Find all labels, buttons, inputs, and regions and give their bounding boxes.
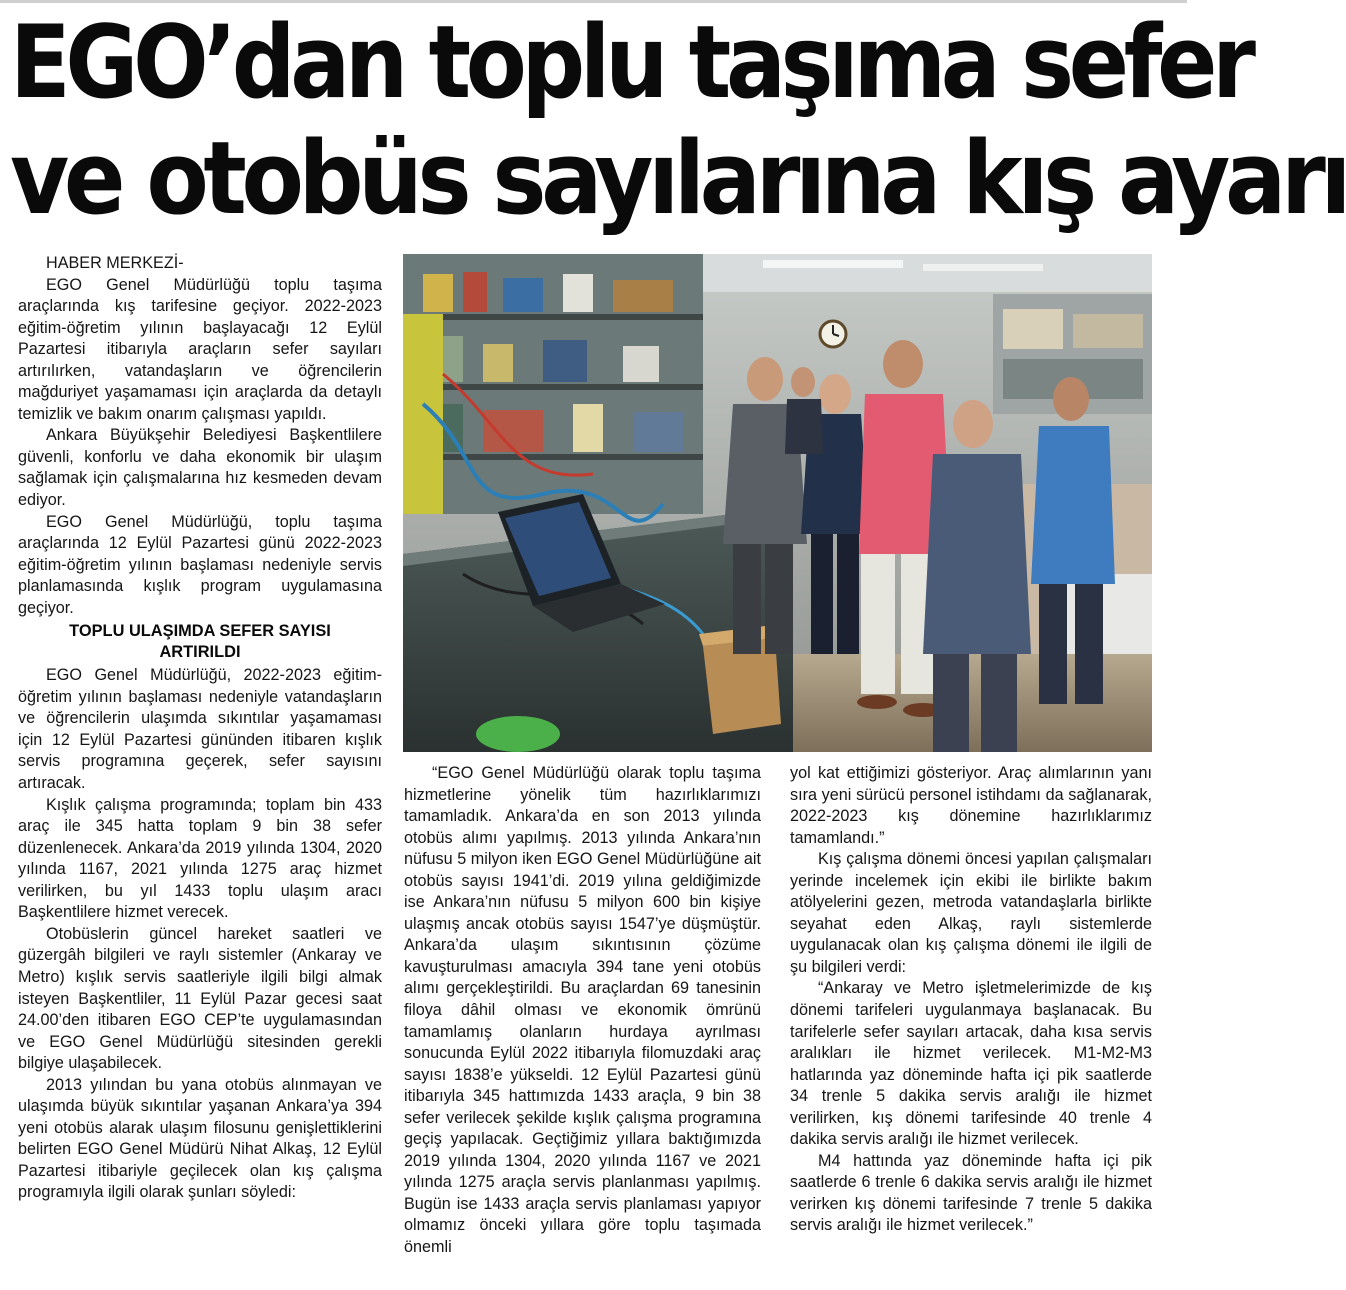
- article-column-2: [404, 763, 761, 1259]
- paragraph: 2013 yılından bu yana otobüs alınmayan ve ulaşımda büyük sıkıntılar yaşanan Ankara’ya 394 yeni otobüs alarak ulaşım filosunu genişlettiklerini belirten EGO Genel Müdürü Nihat Alkaş, 12 Eylül Pazartesi itibariyle geçilecek olan kış çalışma programıyla ilgili olarak şunları söyledi:: [18, 1075, 382, 1202]
- paragraph: “Ankaray ve Metro işletmelerimizde de kış dönemi tarifeleri uygulanmaya başlanacak. Bu tarifelerle sefer sayıları artacak, daha kısa servis aralıkları ile hizmet verilecek. M1-M2-M3 hatlarında yaz döneminde hafta içi pik saatlerde 34 trenle 5 dakika servis aralığı ile hizmet verilirken, kış dönemi tarifesinde 40 trenle 4 dakika servis aralığı ile hizmet verilecek.: [790, 979, 1152, 1149]
- paragraph: yol kat ettiğimizi gösteriyor. Araç alımlarının yanı sıra yeni sürücü personel istihdamı da sağlanarak, 2022-2023 kış dönemine hazırlıklarımız tamamlandı.”: [790, 764, 1152, 847]
- dateline: HABER MERKEZİ-: [46, 254, 184, 272]
- paragraph: EGO Genel Müdürlüğü, 2022-2023 eğitim-öğretim yılının başlaması nedeniyle vatandaşların ve öğrencilerin ulaşımda sıkıntılar yaşamaması için 12 Eylül Pazartesi gününden itibaren kışlık servis programına geçerek, sefer sayısını artıracak.: [18, 666, 382, 793]
- subheading-line-1: TOPLU ULAŞIMDA SEFER SAYISI: [69, 622, 331, 641]
- paragraph: Otobüslerin güncel hareket saatleri ve güzergâh bilgileri ve raylı sistemler (Ankaray ve Metro) kışlık servis saatleriyle ilgili bilgi almak isteyen Başkentliler, 11 Eylül Pazar gecesi saat 24.00’den itibaren EGO CEP’te uygulamasından ve EGO Genel Müdürlüğü sitesinden gerekli bilgiye ulaşabilecek.: [18, 924, 382, 1073]
- headline-line-1: EGO’dan toplu taşıma sefer: [10, 3, 1251, 121]
- article-column-3: [790, 763, 1152, 1237]
- paragraph: EGO Genel Müdürlüğü toplu taşıma araçlarında kış tarifesine geçiyor. 2022-2023 eğitim-öğretim yılının başlayacağı 12 Eylül Pazartesi itibarıyla araçların sefer sayıları artırılırken, vatandaşların ve öğrencilerin mağduriyet yaşamaması için araçlarda da detaylı temizlik ve bakım onarım çalışması yapıldı.: [18, 275, 382, 423]
- article-photo: [403, 254, 1152, 752]
- headline-line-2: ve otobüs sayılarına kış ayarı: [10, 119, 1346, 237]
- article-column-1: [18, 253, 382, 1204]
- paragraph: Kışlık çalışma programında; toplam bin 433 araç ile 345 hatta toplam 9 bin 38 sefer düzenlenecek. Ankara’da 2019 yılında 1304, 2020 yılında 1167, 2021 yılında 1275 araç hizmet verilirken, bu yıl 1433 toplu ulaşım aracı Başkentlilere hizmet verecek.: [18, 795, 382, 922]
- paragraph: Kış çalışma dönemi öncesi yapılan çalışmaları yerinde incelemek için ekibi ile birlikte bakım atölyelerini gezen, metroda vatandaşlarla birlikte seyahat eden Alkaş, raylı sistemlerde uygulanacak olan kış çalışma dönemi ile ilgili de şu bilgileri verdi:: [790, 850, 1152, 976]
- paragraph: EGO Genel Müdürlüğü, toplu taşıma araçlarında 12 Eylül Pazartesi günü 2022-2023 eğitim-öğretim yılının başlaması nedeniyle servis planlamasında kışlık program uygulamasına geçiyor.: [18, 512, 382, 617]
- subheading-line-2: ARTIRILDI: [159, 643, 241, 662]
- paragraph: M4 hattında yaz döneminde hafta içi pik saatlerde 6 trenle 6 dakika servis aralığı ile hizmet verirken kış dönemi tarifesinde 7 trenle 5 dakika servis aralığı ile hizmet verilecek.”: [790, 1151, 1152, 1235]
- subheading: [18, 621, 382, 663]
- paragraph: “EGO Genel Müdürlüğü olarak toplu taşıma hizmetlerine yönelik tüm hazırlıklarımızı tamamladık. Ankara’da en son 2013 yılında otobüs alımı yapılmış. 2013 yılında Ankara’nın nüfusu 5 milyon iken EGO Genel Müdürlüğüne ait otobüs sayısı 1941’di. 2019 yılına geldiğimizde ise Ankara’nın nüfusu 5 milyon 600 bin kişiye ulaşmış ancak otobüs sayısı 1547’ye düşmüştür. Ankara’da ulaşım sıkıntısının çözüme kavuşturulması amacıyla 394 tane yeni otobüs alımı gerçekleştirildi. Bu araçlardan 69 tanesinin filoya dâhil olması ve ekonomik ömrünü tamamlamış olanların hurdaya ayrılması sonucunda Eylül 2022 itibarıyla filomuzdaki araç sayısı 1838’e yükseldi. 12 Eylül Pazartesi günü itibarıyla 345 hattımızda 1433 araçla, 9 bin 38 sefer verilecek şekilde kışlık çalışma programına geçiş yapılacak. Geçtiğimiz yıllara baktığımızda 2019 yılında 1304, 2020 yılında 1167 ve 2021 yılında 1275 araçla servis planlanması yapılmış. Bugün ise 1433 araçla servis planlaması yapıyor olmamız önceki yıllara göre toplu taşımada önemli: [404, 764, 761, 1257]
- paragraph: Ankara Büyükşehir Belediyesi Başkentlilere güvenli, konforlu ve daha ekonomik bir ulaşım sağlamak için çalışmalarına hız kesmeden devam ediyor.: [18, 426, 382, 510]
- photo-workshop-inspection-icon: [403, 254, 1152, 752]
